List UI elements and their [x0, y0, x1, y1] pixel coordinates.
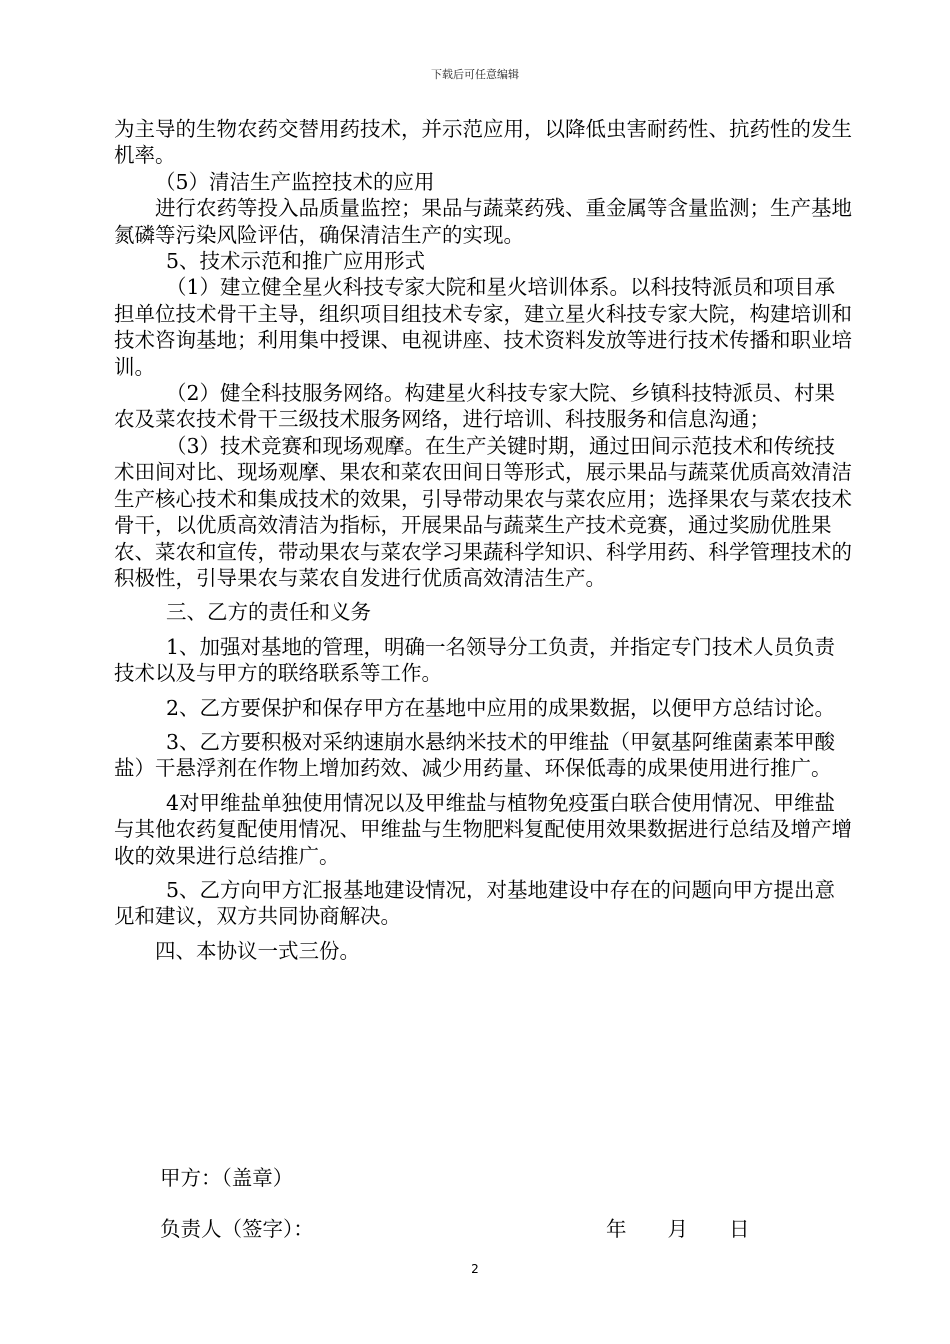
paragraph-duty-3: 3、乙方要积极对采纳速崩水悬纳米技术的甲维盐（甲氨基阿维菌素苯甲酸盐）干悬浮剂在作物上增加药效、减少用药量、环保低毒的成果使用进行推广。 [114, 729, 836, 781]
paragraph-demo-1: （1）建立健全星火科技专家大院和星火培训体系。以科技特派员和项目承担单位技术骨干主导，组织项目组技术专家，建立星火科技专家大院，构建培训和技术咨询基地；利用集中授课、电视讲座、技术资料发放等进行技术传播和职业培训。 [114, 275, 852, 379]
paragraph-duty-4: 4对甲维盐单独使用情况以及甲维盐与植物免疫蛋白联合使用情况、甲维盐与其他农药复配使用情况、甲维盐与生物肥料复配使用效果数据进行总结及增产增收的效果进行总结推广。 [114, 790, 852, 868]
paragraph-demo-2: （2）健全科技服务网络。构建星火科技专家大院、乡镇科技特派员、村果农及菜农技术骨干三级技术服务网络，进行培训、科技服务和信息沟通； [114, 381, 836, 432]
page-header: 下载后可任意编辑 [431, 68, 519, 81]
paragraph-biopesticide: 为主导的生物农药交替用药技术，并示范应用，以降低虫害耐药性、抗药性的发生机率。 [114, 117, 852, 168]
paragraph-monitoring: 进行农药等投入品质量监控；果品与蔬菜药残、重金属等含量监测；生产基地氮磷等污染风险评估，确保清洁生产的实现。 [114, 196, 852, 247]
date-label: 年 月 日 [606, 1217, 750, 1241]
page-number: 2 [471, 1262, 479, 1276]
responsible-signature-label: 负责人（签字）： [160, 1217, 314, 1241]
paragraph-demo-3: （3）技术竞赛和现场观摩。在生产关键时期，通过田间示范技术和传统技术田间对比、现场观摩、果农和菜农田间日等形式，展示果品与蔬菜优质高效清洁生产核心技术和集成技术的效果，引导带动果农与菜农应用；选择果农与菜农技术骨干，以优质高效清洁为指标，开展果品与蔬菜生产技术竞赛，通过奖励优胜果农、菜农和宣传，带动果农与菜农学习果蔬科学知识、科学用药、科学管理技术的积极性，引导果农与菜农自发进行优质高效清洁生产。 [114, 433, 852, 590]
heading-party-b-duties: 三、乙方的责任和义务 [166, 600, 371, 625]
paragraph-duty-5: 5、乙方向甲方汇报基地建设情况，对基地建设中存在的问题向甲方提出意见和建议，双方共同协商解决。 [114, 877, 836, 929]
paragraph-duty-2: 2、乙方要保护和保存甲方在基地中应用的成果数据，以便甲方总结讨论。 [166, 695, 836, 720]
party-a-seal-label: 甲方：（盖章） [160, 1166, 294, 1190]
paragraph-duty-1: 1、加强对基地的管理，明确一名领导分工负责，并指定专门技术人员负责技术以及与甲方的联络联系等工作。 [114, 634, 836, 686]
document-body [114, 116, 854, 964]
heading-demo-forms: 5、技术示范和推广应用形式 [166, 249, 426, 274]
heading-clean-monitoring: （5）清洁生产监控技术的应用 [155, 169, 435, 194]
heading-copies: 四、本协议一式三份。 [155, 938, 360, 963]
